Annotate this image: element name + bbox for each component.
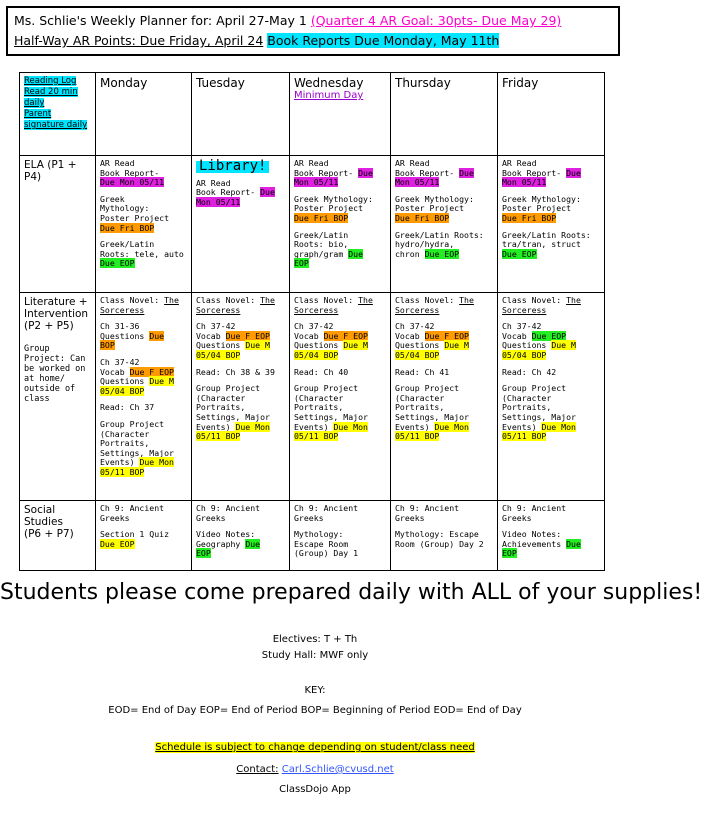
day-tuesday: Tuesday bbox=[192, 73, 290, 156]
ela-thursday: AR Read Book Report- Due Mon 05/11 Greek Mythology: Poster Project Due Fri BOP Greek/Latin Roots: hydro/hydra, chron Due EOP bbox=[391, 156, 498, 293]
due-badge: Due F EOP bbox=[129, 366, 174, 377]
day-wednesday bbox=[290, 73, 391, 156]
planner-title: Ms. Schlie's Weekly Planner for: April 27-May 1 bbox=[14, 13, 307, 28]
header-line-2 bbox=[14, 31, 612, 51]
book-reports-due: Book Reports Due Monday, May 11th bbox=[267, 33, 500, 48]
due-badge: Due bbox=[348, 248, 364, 259]
minimum-day-note: Minimum Day bbox=[294, 90, 364, 101]
due-badge: Due F EOP bbox=[323, 330, 368, 341]
due-badge: Due EOP bbox=[531, 330, 567, 341]
literature-thursday: Class Novel: The Sorceress Ch 37-42 Vocab Due F EOP Questions Due M 05/04 BOP Read: Ch 41 Group Project (Character Portraits, Settings, Major Events) Due Mon 05/11 BOP bbox=[391, 293, 498, 501]
social-studies-friday: Ch 9: Ancient Greeks Video Notes: Achievements Due EOP bbox=[498, 501, 605, 571]
study-hall-line: Study Hall: MWF only bbox=[261, 650, 369, 661]
due-badge: Due M bbox=[444, 340, 469, 351]
weekly-planner-table bbox=[19, 72, 605, 571]
reading-log-line3: daily bbox=[24, 98, 45, 108]
due-badge: 05/11 BOP bbox=[100, 466, 145, 477]
key-title: KEY: bbox=[304, 685, 326, 696]
due-badge: Due EOP bbox=[424, 248, 460, 259]
key-legend: EOD= End of Day EOP= End of Period BOP= Beginning of Period EOD= End of Day bbox=[108, 705, 522, 716]
supplies-banner: Students please come prepared daily with ALL of your supplies! bbox=[0, 580, 702, 605]
due-badge: Due bbox=[566, 167, 581, 178]
reading-log-line5: signature daily bbox=[24, 120, 88, 130]
due-badge: Due M bbox=[551, 340, 576, 351]
classdojo-line: ClassDojo App bbox=[279, 784, 351, 795]
ela-tuesday: Library! AR Read Book Report- Due Mon 05/11 bbox=[192, 156, 290, 293]
due-badge: Due EOP bbox=[100, 538, 135, 549]
day-monday: Monday bbox=[96, 73, 192, 156]
due-badge: Due Fri BOP bbox=[502, 212, 557, 223]
contact-email-link[interactable]: Carl.Schlie@cvusd.net bbox=[281, 764, 394, 775]
table-row-social-studies bbox=[20, 501, 605, 571]
due-badge: 05/11 BOP bbox=[395, 431, 440, 442]
due-badge: Due EOP bbox=[100, 258, 135, 269]
social-studies-thursday: Ch 9: Ancient Greeks Mythology: Escape Room (Group) Day 2 bbox=[391, 501, 498, 571]
due-badge: Due Mon bbox=[333, 421, 368, 432]
schedule-note-wrap bbox=[0, 742, 630, 753]
header-line-1 bbox=[14, 11, 612, 31]
due-badge: EOP bbox=[502, 548, 517, 559]
due-badge: Due bbox=[149, 330, 165, 341]
due-badge: Due Mon bbox=[434, 421, 469, 432]
literature-friday: Class Novel: The Sorceress Ch 37-42 Vocab Due EOP Questions Due M 05/04 BOP Read: Ch 42 Group Project (Character Portraits, Settings, Major Events) Due Mon 05/11 BOP bbox=[498, 293, 605, 501]
due-badge: Mon 05/11 bbox=[502, 177, 547, 188]
due-badge: Due Mon bbox=[541, 421, 576, 432]
social-studies-wednesday: Ch 9: Ancient Greeks Mythology: Escape Room (Group) Day 1 bbox=[290, 501, 391, 571]
due-badge: Due M bbox=[149, 376, 174, 387]
library-badge: Library! bbox=[196, 161, 269, 173]
reading-log-line2: Read 20 min bbox=[24, 87, 78, 97]
reading-log-line4: Parent bbox=[24, 109, 52, 119]
due-badge: Due Mon 05/11 bbox=[100, 177, 165, 188]
day-wednesday-label: Wednesday bbox=[294, 76, 364, 90]
due-badge: Due EOP bbox=[502, 248, 537, 259]
ela-head-line1: ELA (P1 + bbox=[24, 159, 77, 171]
electives-line: Electives: T + Th bbox=[272, 634, 358, 645]
due-badge: BOP bbox=[100, 340, 115, 351]
social-studies-monday: Ch 9: Ancient Greeks Section 1 Quiz Due EOP bbox=[96, 501, 192, 571]
contact-label: Contact: bbox=[236, 764, 279, 775]
due-badge: Due M bbox=[343, 340, 368, 351]
due-badge: Due Mon bbox=[139, 457, 174, 468]
table-row-literature bbox=[20, 293, 605, 501]
due-badge: Mon 05/11 bbox=[395, 177, 440, 188]
due-badge: Due M bbox=[245, 340, 270, 351]
day-thursday: Thursday bbox=[391, 73, 498, 156]
ela-head-line2: P4) bbox=[24, 171, 42, 183]
ela-wednesday: AR Read Book Report- Due Mon 05/11 Greek Mythology: Poster Project Due Fri BOP Greek/Latin Roots: bio, graph/gram Due EOP bbox=[290, 156, 391, 293]
due-badge: 05/04 BOP bbox=[100, 385, 145, 396]
literature-tuesday: Class Novel: The Sorceress Ch 37-42 Vocab Due F EOP Questions Due M 05/04 BOP Read: Ch 38 & 39 Group Project (Character Portraits, Settings, Major Events) Due Mon 05/11 BOP bbox=[192, 293, 290, 501]
row-head-social-studies: Social Studies (P6 + P7) bbox=[20, 501, 96, 571]
planner-header bbox=[6, 6, 620, 56]
due-badge: Mon 05/11 bbox=[294, 177, 339, 188]
literature-wednesday: Class Novel: The Sorceress Ch 37-42 Vocab Due F EOP Questions Due M 05/04 BOP Read: Ch 40 Group Project (Character Portraits, Settings, Major Events) Due Mon 05/11 BOP bbox=[290, 293, 391, 501]
due-badge: 05/04 BOP bbox=[294, 349, 339, 360]
due-badge: Due bbox=[260, 187, 275, 198]
table-row-days bbox=[20, 73, 605, 156]
due-badge: Due Fri BOP bbox=[294, 212, 349, 223]
due-badge: 05/04 BOP bbox=[395, 349, 440, 360]
due-badge: Due F EOP bbox=[225, 330, 270, 341]
due-badge: Due Fri BOP bbox=[395, 212, 450, 223]
due-badge: Due bbox=[358, 167, 373, 178]
row-head-literature: Literature + Intervention (P2 + P5) Group Project: Can be worked on at home/ outside of class bbox=[20, 293, 96, 501]
social-studies-tuesday: Ch 9: Ancient Greeks Video Notes: Geography Due EOP bbox=[192, 501, 290, 571]
due-badge: EOP bbox=[196, 548, 211, 559]
due-badge: 05/11 BOP bbox=[294, 431, 339, 442]
row-head-ela bbox=[20, 156, 96, 293]
due-badge: Due bbox=[459, 167, 474, 178]
literature-monday: Class Novel: The Sorceress Ch 31-36 Questions Due BOP Ch 37-42 Vocab Due F EOP Questions Due M 05/04 BOP Read: Ch 37 Group Project (Character Portraits, Settings, Major Events) Due Mon 05/11 BOP bbox=[96, 293, 192, 501]
group-project-note: Group Project: Can be worked on at home/ outside of class bbox=[24, 344, 86, 404]
due-badge: Mon 05/11 bbox=[196, 196, 241, 207]
ela-monday: AR Read Book Report- Due Mon 05/11 Greek Mythology: Poster Project Due Fri BOP Greek/Latin Roots: tele, auto Due EOP bbox=[96, 156, 192, 293]
reading-log-cell bbox=[20, 73, 96, 156]
due-badge: Due bbox=[245, 538, 261, 549]
reading-log-line1: Reading Log bbox=[24, 76, 77, 86]
schedule-note: Schedule is subject to change depending on student/class need bbox=[155, 742, 475, 753]
due-badge: Due F EOP bbox=[424, 330, 469, 341]
ela-friday: AR Read Book Report- Due Mon 05/11 Greek Mythology: Poster Project Due Fri BOP Greek/Latin Roots: tra/tran, struct Due EOP bbox=[498, 156, 605, 293]
due-badge: Due bbox=[566, 538, 581, 549]
due-badge: 05/04 BOP bbox=[196, 349, 241, 360]
quarter-goal: (Quarter 4 AR Goal: 30pts- Due May 29) bbox=[310, 13, 562, 28]
halfway-ar-points: Half-Way AR Points: Due Friday, April 24 bbox=[14, 33, 264, 48]
due-badge: 05/11 BOP bbox=[502, 431, 547, 442]
table-row-ela bbox=[20, 156, 605, 293]
day-friday: Friday bbox=[498, 73, 605, 156]
contact-line bbox=[0, 764, 630, 775]
due-badge: 05/04 BOP bbox=[502, 349, 547, 360]
due-badge: EOP bbox=[294, 258, 309, 269]
due-badge: Due Mon bbox=[235, 421, 270, 432]
due-badge: 05/11 BOP bbox=[196, 431, 241, 442]
due-badge: Due Fri BOP bbox=[100, 222, 155, 233]
